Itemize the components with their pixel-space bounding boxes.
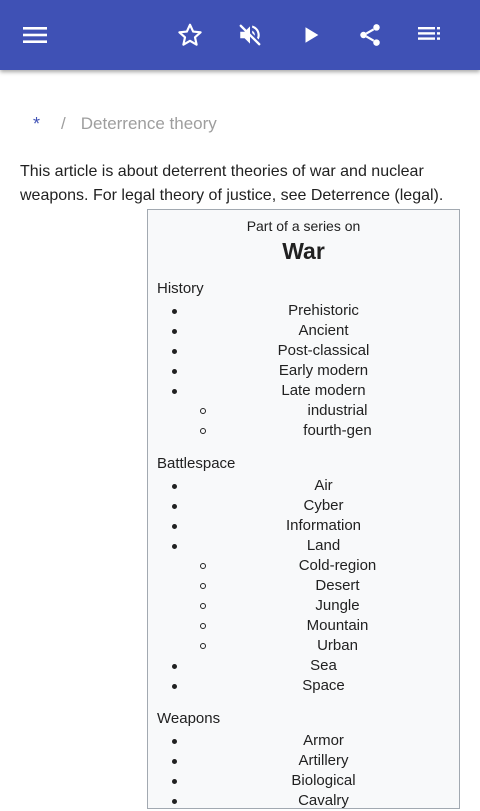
circle-bullet-icon xyxy=(200,563,206,569)
list-item-row xyxy=(148,476,459,496)
list-item-row xyxy=(148,321,459,341)
bullet-icon xyxy=(172,309,177,314)
list-item-row xyxy=(148,381,459,401)
sub-list-item xyxy=(148,636,459,656)
list-item xyxy=(148,751,459,771)
section-gap xyxy=(148,441,459,452)
share-button[interactable] xyxy=(350,15,390,55)
list-item xyxy=(148,676,459,696)
breadcrumb-home-link[interactable]: * xyxy=(33,113,41,134)
menu-icon xyxy=(22,25,48,45)
list-item xyxy=(148,301,459,321)
list-item-row xyxy=(148,361,459,381)
sub-list-item xyxy=(148,401,459,421)
circle-bullet-icon xyxy=(200,428,206,434)
bullet-icon xyxy=(172,664,177,669)
list-item-row xyxy=(148,751,459,771)
list-item-link[interactable]: Late modern xyxy=(281,382,366,399)
section-gap xyxy=(148,266,459,277)
list-item-row xyxy=(148,771,459,791)
list-item-row xyxy=(148,536,459,556)
list-item-link[interactable]: Sea xyxy=(310,657,337,674)
list-item-link[interactable]: Early modern xyxy=(278,362,369,379)
favorite-button[interactable] xyxy=(170,15,210,55)
list-item-link[interactable]: Post-classical xyxy=(277,342,370,359)
share-icon xyxy=(357,22,383,48)
sub-list-item-link[interactable]: Cold-region xyxy=(298,557,377,574)
sub-list-item-link[interactable]: Urban xyxy=(317,637,358,654)
playlist-icon xyxy=(417,24,443,46)
circle-bullet-icon xyxy=(200,603,206,609)
section-heading: Battlespace xyxy=(157,455,236,472)
series-sections xyxy=(148,266,459,811)
circle-bullet-icon xyxy=(200,583,206,589)
list-item xyxy=(148,496,459,516)
hatnote: This article is about deterrent theories of war and nuclear weapons. For legal theory of justice, see Deterrence (legal). xyxy=(20,163,444,204)
list-item xyxy=(148,361,459,381)
sub-list-item xyxy=(148,616,459,636)
circle-bullet-icon xyxy=(200,643,206,649)
section-list xyxy=(148,731,459,811)
list-item-link[interactable]: Artillery xyxy=(298,752,349,769)
list-item xyxy=(148,516,459,536)
sub-list-item xyxy=(148,576,459,596)
list-item-row xyxy=(148,301,459,321)
list-item-link[interactable]: Information xyxy=(285,517,362,534)
bullet-icon xyxy=(172,524,177,529)
sub-list-item xyxy=(148,556,459,576)
bullet-icon xyxy=(172,389,177,394)
list-item xyxy=(148,476,459,496)
play-icon xyxy=(300,24,322,46)
breadcrumb-current: Deterrence theory xyxy=(80,114,217,133)
list-item xyxy=(148,771,459,791)
bullet-icon xyxy=(172,349,177,354)
play-button[interactable] xyxy=(291,15,331,55)
sub-list-item xyxy=(148,596,459,616)
volume-off-icon xyxy=(237,22,263,48)
bullet-icon xyxy=(172,684,177,689)
sub-list-item xyxy=(148,421,459,441)
bullet-icon xyxy=(172,504,177,509)
list-item xyxy=(148,656,459,676)
list-item xyxy=(148,791,459,811)
list-item-row xyxy=(148,791,459,811)
bullet-icon xyxy=(172,329,177,334)
list-item-link[interactable]: Cyber xyxy=(303,497,344,514)
list-item-row xyxy=(148,341,459,361)
bullet-icon xyxy=(172,799,177,804)
menu-button[interactable] xyxy=(15,15,55,55)
bullet-icon xyxy=(172,369,177,374)
list-item-link[interactable]: Space xyxy=(302,677,345,694)
circle-bullet-icon xyxy=(200,623,206,629)
list-item-row xyxy=(148,676,459,696)
sub-list-item-link[interactable]: industrial xyxy=(307,402,368,419)
breadcrumb xyxy=(33,112,217,136)
list-item-row xyxy=(148,496,459,516)
bullet-icon xyxy=(172,739,177,744)
list-item-link[interactable]: Prehistoric xyxy=(288,302,359,319)
list-item xyxy=(148,731,459,751)
app-bar xyxy=(0,0,480,70)
contents-button[interactable] xyxy=(410,15,450,55)
sub-list-item-link[interactable]: Mountain xyxy=(306,617,369,634)
list-item-link[interactable]: Biological xyxy=(291,772,356,789)
series-title[interactable]: War xyxy=(282,238,325,264)
series-infobox xyxy=(147,209,460,809)
bullet-icon xyxy=(172,779,177,784)
list-item-link[interactable]: Air xyxy=(314,477,333,494)
section-heading: Weapons xyxy=(157,710,221,727)
list-item-row xyxy=(148,516,459,536)
list-item-link[interactable]: Ancient xyxy=(298,322,349,339)
circle-bullet-icon xyxy=(200,408,206,414)
bullet-icon xyxy=(172,759,177,764)
bullet-icon xyxy=(172,544,177,549)
sub-list-item-link[interactable]: Jungle xyxy=(315,597,360,614)
sub-list-item-link[interactable]: Desert xyxy=(315,577,360,594)
section-list xyxy=(148,476,459,696)
list-item xyxy=(148,321,459,341)
section-gap xyxy=(148,696,459,707)
list-item xyxy=(148,536,459,656)
list-item xyxy=(148,341,459,361)
section-heading: History xyxy=(157,280,204,297)
mute-button[interactable] xyxy=(230,15,270,55)
bullet-icon xyxy=(172,484,177,489)
breadcrumb-separator: / xyxy=(61,114,66,133)
star-outline-icon xyxy=(177,22,203,48)
list-item-link[interactable]: Cavalry xyxy=(298,792,349,809)
list-item xyxy=(148,381,459,441)
sub-list-item-link[interactable]: fourth-gen xyxy=(303,422,372,439)
list-item-link[interactable]: Land xyxy=(306,537,341,554)
series-above-title: Part of a series on xyxy=(246,218,361,234)
list-item-link[interactable]: Armor xyxy=(303,732,344,749)
list-item-row xyxy=(148,731,459,751)
list-item-row xyxy=(148,656,459,676)
section-list xyxy=(148,301,459,441)
